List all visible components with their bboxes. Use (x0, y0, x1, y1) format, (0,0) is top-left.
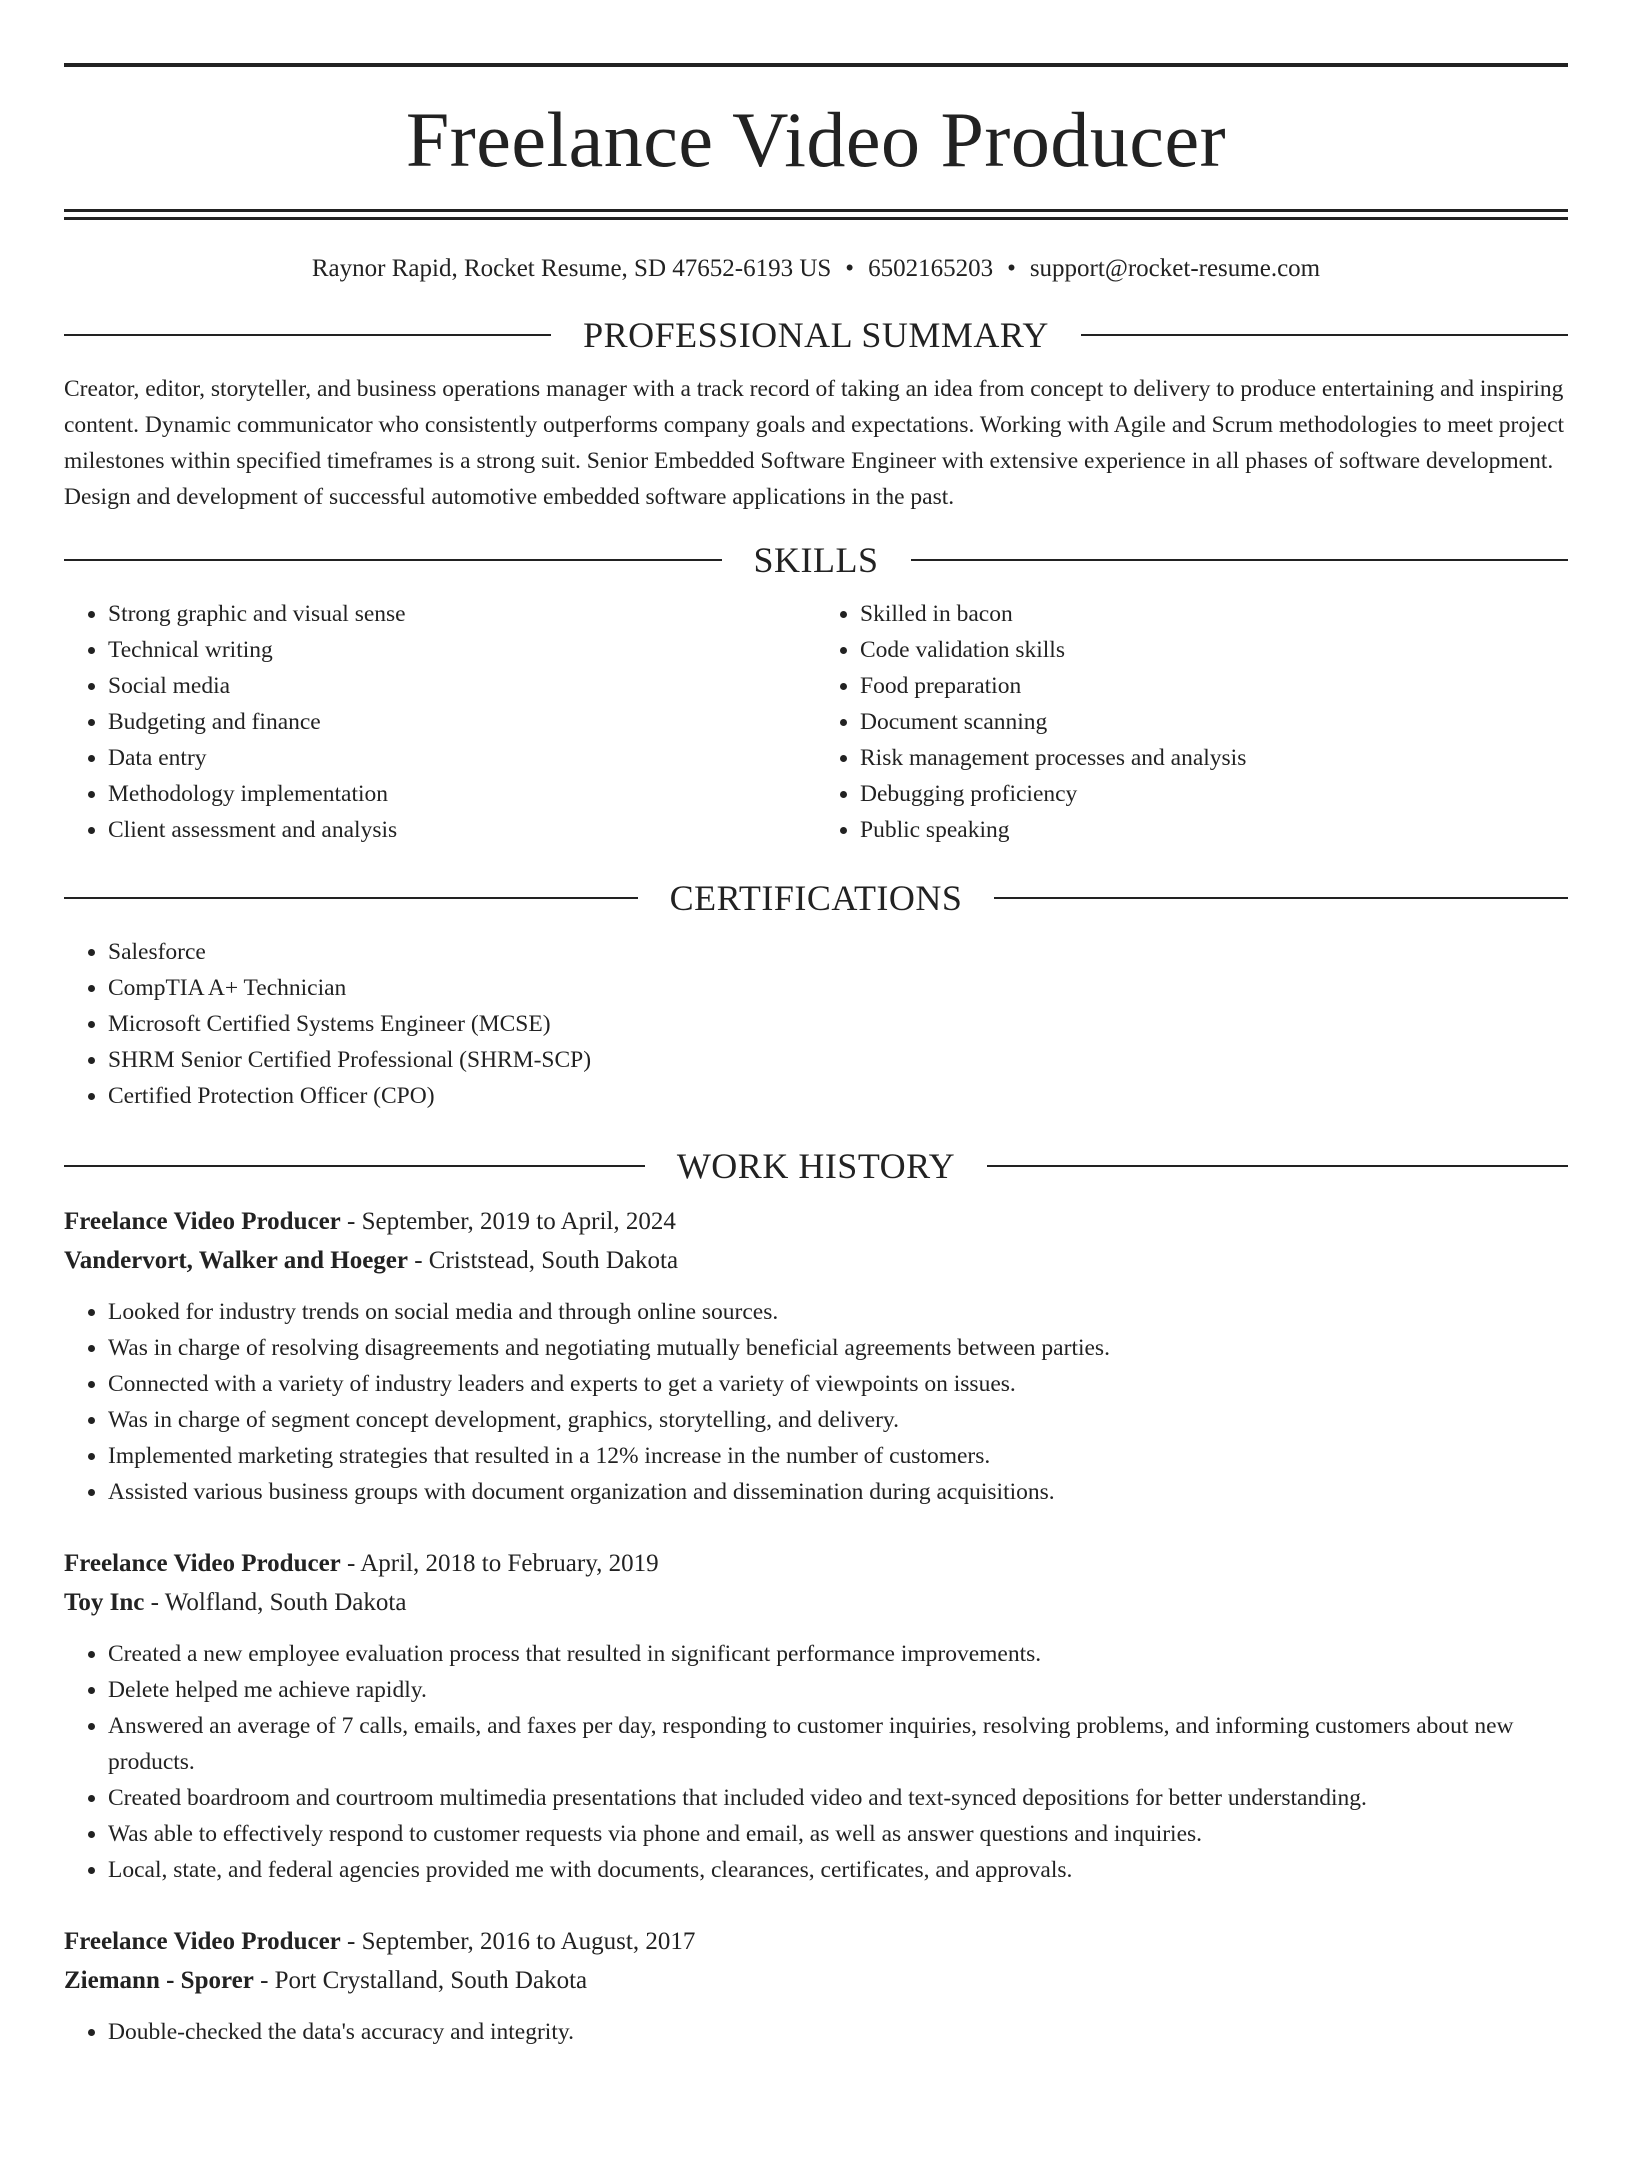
list-item: • Implemented marketing strategies that resulted in a 12% increase in the number of customers. (108, 1438, 1568, 1474)
list-item: • Document scanning (860, 704, 1568, 740)
contact-line (64, 256, 1568, 281)
job-bullets (64, 1636, 1568, 1888)
list-item: • Was in charge of resolving disagreements and negotiating mutually beneficial agreements between parties. (108, 1330, 1568, 1366)
title-double-rule (64, 209, 1568, 220)
list-item: • Public speaking (860, 812, 1568, 848)
list-item: • Created a new employee evaluation process that resulted in significant performance improvements. (108, 1636, 1568, 1672)
job-company: Vandervort, Walker and Hoeger (64, 1247, 408, 1274)
contact-address: Raynor Rapid, Rocket Resume, SD 47652-6193 US (311, 255, 832, 282)
list-item: • Certified Protection Officer (CPO) (108, 1078, 1568, 1114)
section-heading-skills (64, 542, 1568, 578)
job-role: Freelance Video Producer (64, 1208, 341, 1235)
section-heading-work (64, 1148, 1568, 1184)
contact-phone: 6502165203 (868, 255, 994, 282)
job-entry (64, 1202, 1568, 1510)
list-item: • SHRM Senior Certified Professional (SHRM-SCP) (108, 1042, 1568, 1078)
heading-rule (64, 559, 722, 561)
summary-text: Creator, editor, storyteller, and business operations manager with a track record of taking an idea from concept to delivery to produce entertaining and inspiring content. Dynamic communicator who consistently outperforms company goals and expectations. Working with Agile and Scrum methodologies to meet project milestones within specified timeframes is a strong suit. Senior Embedded Software Engineer with extensive experience in all phases of software development. Design and development of successful automotive embedded software applications in the past. (64, 376, 1565, 510)
heading-rule (987, 1165, 1568, 1167)
list-item: • Delete helped me achieve rapidly. (108, 1672, 1568, 1708)
job-company-line (64, 1241, 1568, 1280)
work-heading: WORK HISTORY (676, 1146, 956, 1186)
list-item: • Technical writing (108, 632, 816, 668)
skills-column-left (64, 596, 816, 848)
job-location: - Port Crystalland, South Dakota (253, 1967, 588, 1994)
list-item: • Looked for industry trends on social media and through online sources. (108, 1294, 1568, 1330)
certifications-list (64, 934, 1568, 1114)
heading-rule (994, 897, 1568, 899)
heading-rule (911, 559, 1569, 561)
list-item: • Code validation skills (860, 632, 1568, 668)
list-item: • Food preparation (860, 668, 1568, 704)
list-item: • CompTIA A+ Technician (108, 970, 1568, 1006)
list-item: • Was in charge of segment concept development, graphics, storytelling, and delivery. (108, 1402, 1568, 1438)
section-heading-certifications (64, 880, 1568, 916)
job-dates: - September, 2016 to August, 2017 (340, 1928, 696, 1955)
summary-heading: PROFESSIONAL SUMMARY (583, 315, 1049, 355)
heading-rule (64, 897, 638, 899)
job-location: - Wolfland, South Dakota (144, 1589, 407, 1616)
list-item: • Created boardroom and courtroom multimedia presentations that included video and text-synced depositions for better understanding. (108, 1780, 1568, 1816)
job-title-line (64, 1922, 1568, 1961)
job-title-line (64, 1202, 1568, 1241)
job-company-line (64, 1583, 1568, 1622)
skills-list-right (816, 596, 1568, 848)
job-dates: - September, 2019 to April, 2024 (340, 1208, 676, 1235)
list-item: • Salesforce (108, 934, 1568, 970)
list-item: • Strong graphic and visual sense (108, 596, 816, 632)
job-entry (64, 1544, 1568, 1888)
page-title: Freelance Video Producer (405, 96, 1227, 183)
job-role: Freelance Video Producer (64, 1550, 341, 1577)
list-item: • Social media (108, 668, 816, 704)
list-item: • Double-checked the data's accuracy and integrity. (108, 2014, 1568, 2050)
job-entry (64, 1922, 1568, 2050)
contact-separator: • (1007, 255, 1016, 282)
section-heading-summary (64, 317, 1568, 353)
skills-list-left (64, 596, 816, 848)
list-item: • Connected with a variety of industry leaders and experts to get a variety of viewpoints on issues. (108, 1366, 1568, 1402)
job-dates: - April, 2018 to February, 2019 (340, 1550, 659, 1577)
contact-separator: • (845, 255, 855, 282)
list-item: • Local, state, and federal agencies provided me with documents, clearances, certificates, and approvals. (108, 1852, 1568, 1888)
list-item: • Data entry (108, 740, 816, 776)
list-item: • Budgeting and finance (108, 704, 816, 740)
skills-heading: SKILLS (753, 540, 879, 580)
contact-email: support@rocket-resume.com (1029, 255, 1321, 282)
certifications-heading: CERTIFICATIONS (669, 878, 963, 918)
list-item: • Answered an average of 7 calls, emails, and faxes per day, responding to customer inquiries, resolving problems, and informing customers about new products. (108, 1708, 1568, 1780)
skills-columns (64, 596, 1568, 848)
job-location: - Criststead, South Dakota (407, 1247, 679, 1274)
job-bullets (64, 2014, 1568, 2050)
list-item: • Debugging proficiency (860, 776, 1568, 812)
job-title-line (64, 1544, 1568, 1583)
job-company: Ziemann - Sporer (64, 1967, 254, 1994)
list-item: • Was able to effectively respond to customer requests via phone and email, as well as answer questions and inquiries. (108, 1816, 1568, 1852)
list-item: • Risk management processes and analysis (860, 740, 1568, 776)
top-rule (64, 63, 1568, 67)
heading-rule (1081, 334, 1568, 336)
list-item: • Assisted various business groups with document organization and dissemination during acquisitions. (108, 1474, 1568, 1510)
job-company-line (64, 1961, 1568, 2000)
resume-page (0, 63, 1632, 2175)
list-item: • Methodology implementation (108, 776, 816, 812)
heading-rule (64, 1165, 645, 1167)
job-role: Freelance Video Producer (64, 1928, 341, 1955)
job-company: Toy Inc (64, 1589, 145, 1616)
list-item: • Client assessment and analysis (108, 812, 816, 848)
work-history (64, 1202, 1568, 2050)
heading-rule (64, 334, 551, 336)
list-item: • Microsoft Certified Systems Engineer (MCSE) (108, 1006, 1568, 1042)
list-item: • Skilled in bacon (860, 596, 1568, 632)
job-bullets (64, 1294, 1568, 1510)
skills-column-right (816, 596, 1568, 848)
